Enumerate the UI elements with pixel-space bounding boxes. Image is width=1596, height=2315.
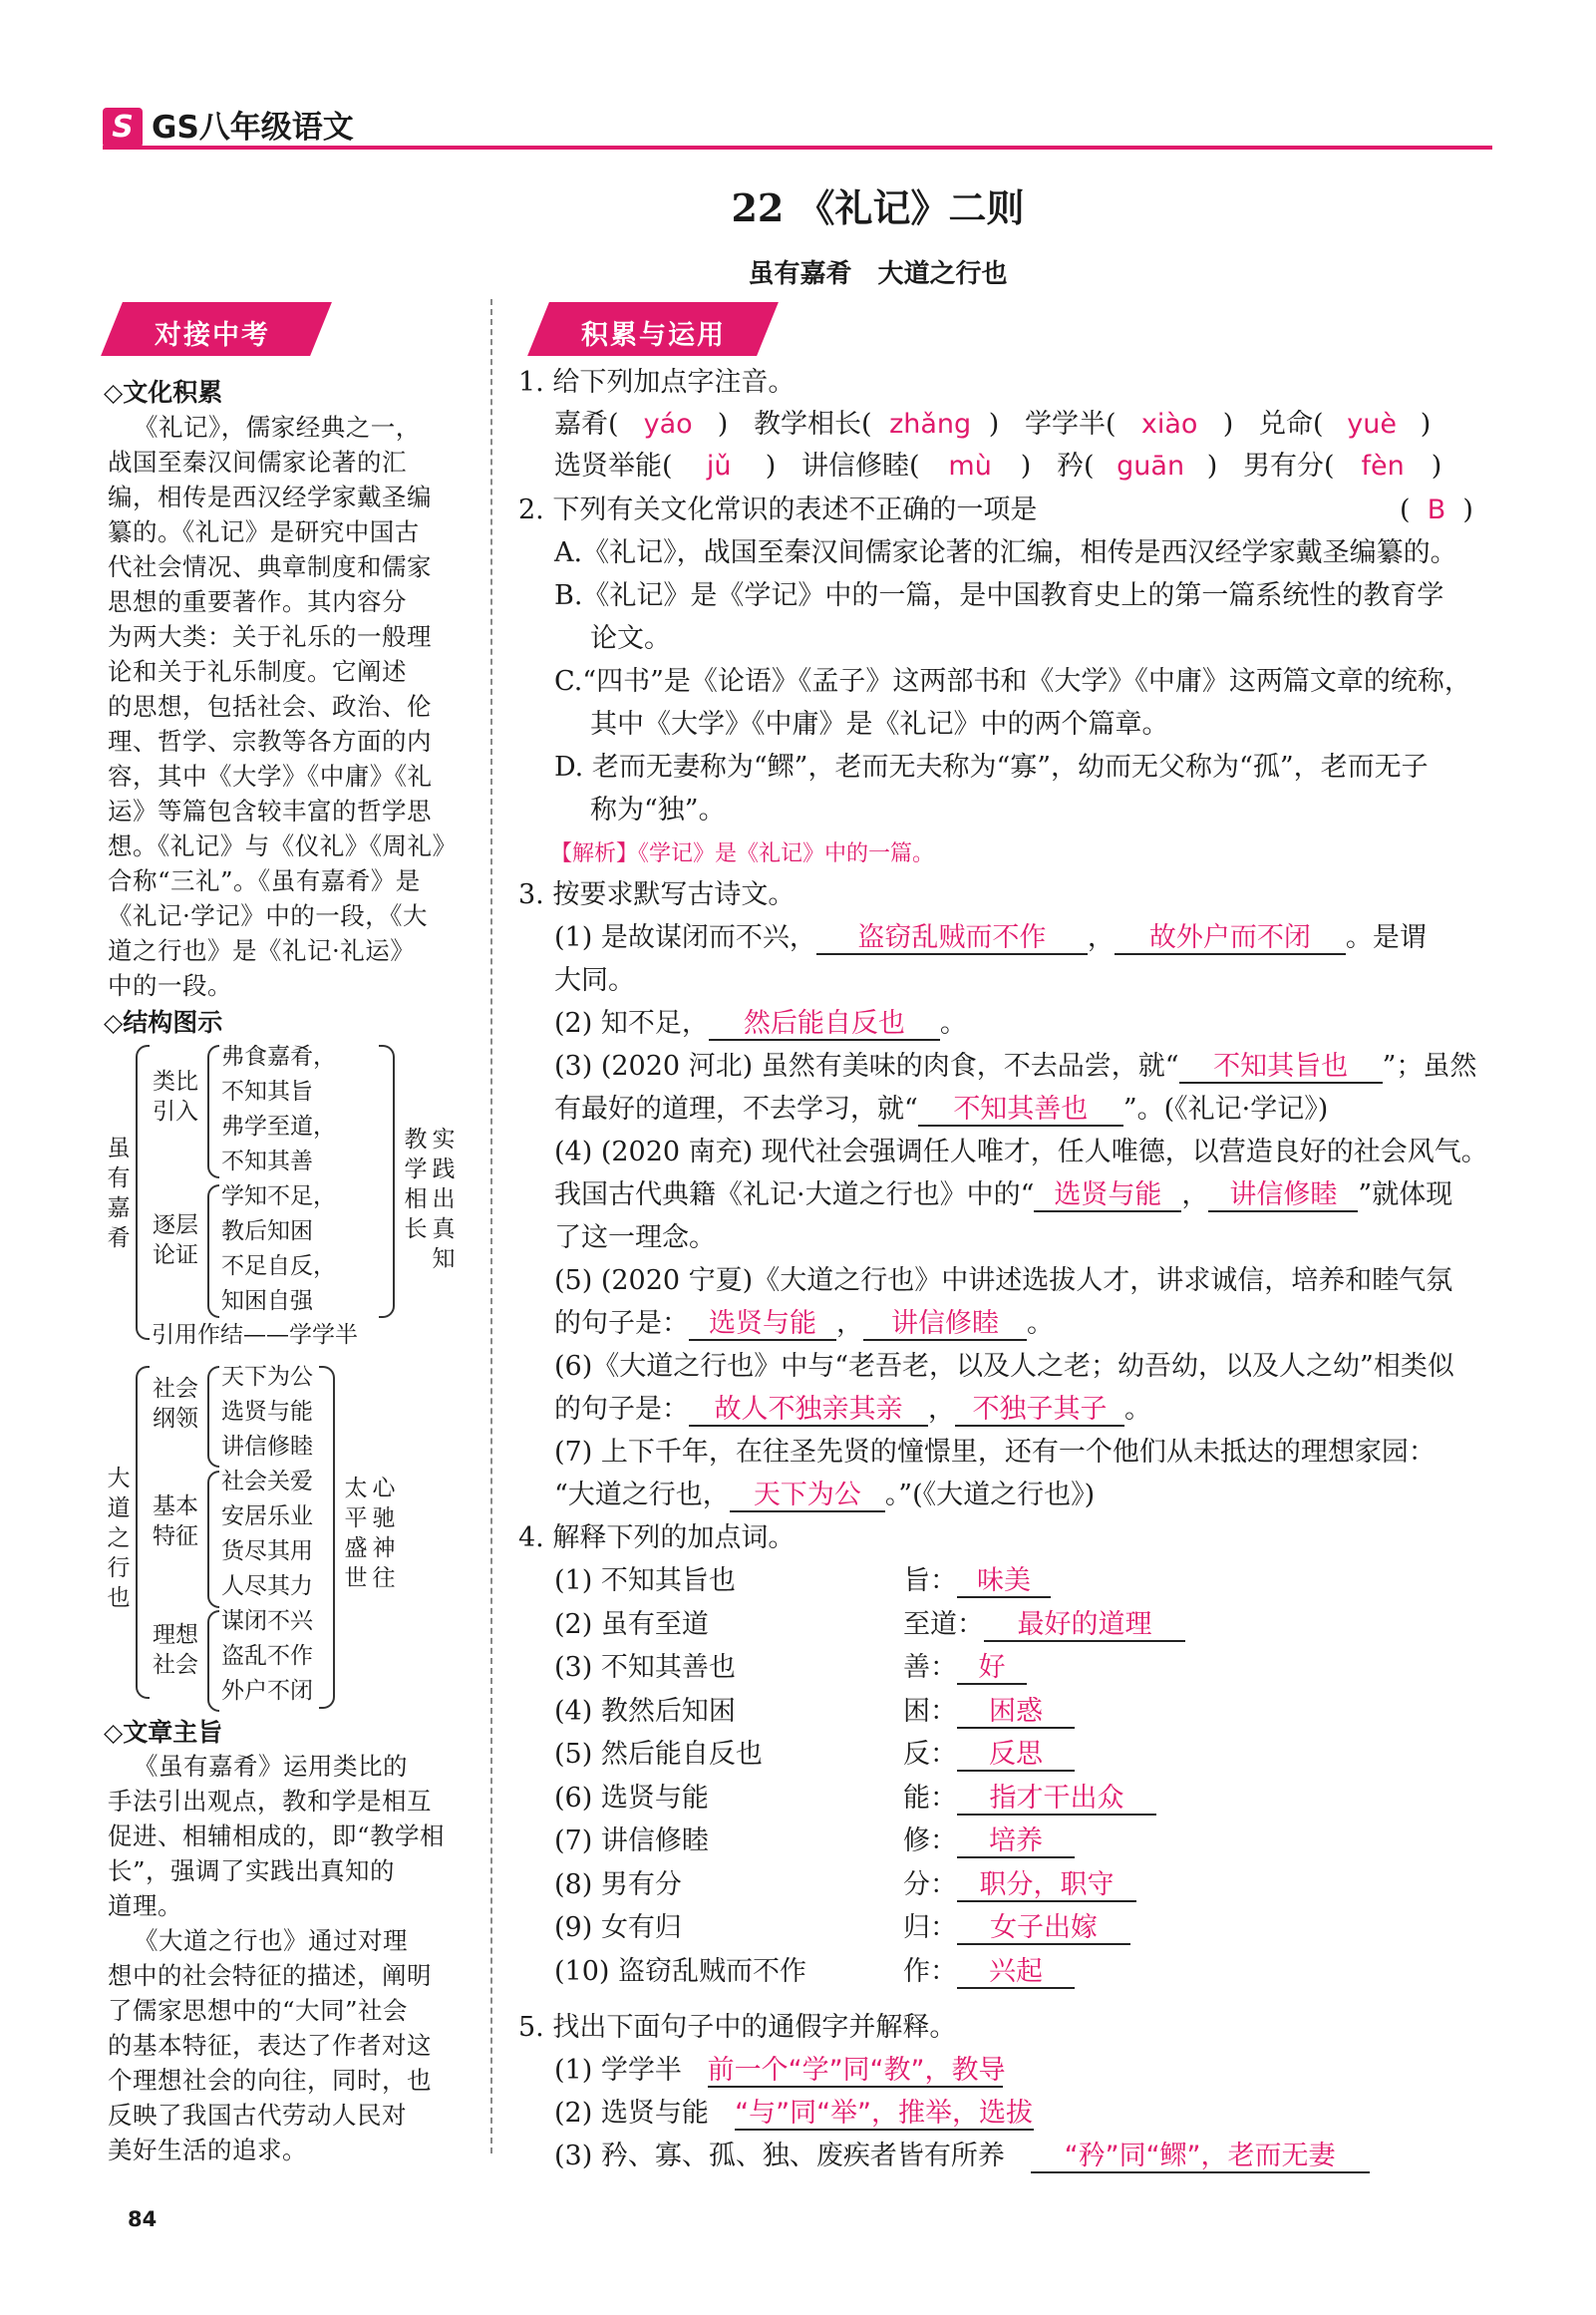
culture-line: 理、哲学、宗教等各方面的内 xyxy=(108,727,432,756)
q4-term: 旨： 味美 xyxy=(903,1559,1051,1602)
q4-item xyxy=(554,1646,1006,1689)
q2-option-d: D. 老而无妻称为“鳏”，老而无夫称为“寡”，幼而无父称为“孤”，老而无子 xyxy=(554,752,1429,783)
q2-answer-bracket: ( B ) xyxy=(1400,495,1473,525)
q3-s2: (2) 知不足， 然后能自反也 。 xyxy=(554,1002,967,1045)
theme-line: 的基本特征，表达了作者对这 xyxy=(108,2031,432,2060)
culture-line: 编，相传是西汉经学家戴圣编 xyxy=(108,483,432,511)
diagram-brace xyxy=(207,1045,219,1178)
theme-line: 了儒家思想中的“大同”社会 xyxy=(108,1996,409,2025)
diagram-root: 虽有嘉肴 xyxy=(107,1136,131,1251)
q5-item: (1) 学学半 前一个“学”同“教”，教导 xyxy=(554,2049,1003,2092)
pinyin-answer: yáo xyxy=(643,409,693,440)
diagram-brace xyxy=(207,1184,219,1318)
theme-line: 促进、相辅相成的，即“教学相 xyxy=(108,1821,446,1850)
diagram-item: 知困自强 xyxy=(221,1288,313,1314)
q4-phrase: (5) 然后能自反也 xyxy=(554,1739,763,1770)
culture-line: 想。《礼记》与《仪礼》《周礼》 xyxy=(108,831,458,860)
pinyin-answer: mù xyxy=(948,451,992,482)
q4-answer: 兴起 xyxy=(957,1956,1075,1989)
culture-line: 合称“三礼”。《虽有嘉肴》是 xyxy=(108,866,421,895)
q2-option-c-cont: 其中《大学》《中庸》是《礼记》中的两个篇章。 xyxy=(590,709,1169,740)
header-rule xyxy=(103,146,1492,150)
structure-heading: ◇结构图示 xyxy=(104,1008,223,1037)
diagram-brace xyxy=(207,1366,219,1468)
pinyin-answer: xiào xyxy=(1140,409,1198,440)
culture-line: 战国至秦汉间儒家论著的汇 xyxy=(108,448,407,477)
q5-item: (3) 矜、寡、孤、独、废疾者皆有所养 “矜”同“鳏”，老而无妻 xyxy=(554,2135,1370,2177)
lesson-subtitle: 虽有嘉肴 大道之行也 xyxy=(748,259,1008,289)
q4-phrase: (2) 虽有至道 xyxy=(554,1608,709,1640)
q4-item xyxy=(554,1906,1098,1949)
diagram-item: 不知其善 xyxy=(221,1149,313,1174)
diagram-item: 弗食嘉肴， xyxy=(221,1044,336,1070)
q5-item: (2) 选贤与能 “与”同“举”，推举，选拔 xyxy=(554,2092,1034,2135)
diagram-result: 实践出真知 xyxy=(432,1127,456,1272)
q1-stem: 1. 给下列加点字注音。 xyxy=(518,367,796,398)
q2-option-a: A.《礼记》，战国至秦汉间儒家论著的汇编，相传是西汉经学家戴圣编纂的。 xyxy=(554,537,1457,568)
diagram-item: 安居乐业 xyxy=(221,1503,313,1529)
q4-item xyxy=(554,1819,1043,1862)
diagram-item: 不知其旨 xyxy=(221,1079,313,1105)
q4-item xyxy=(554,1559,1031,1602)
left-banner: 对接中考 xyxy=(155,320,270,351)
q4-answer: 女子出嫁 xyxy=(957,1912,1130,1945)
q3-s4-cont2: 了这一理念。 xyxy=(554,1222,716,1253)
q3-s7: (7) 上下千年，在往圣先贤的憧憬里，还有一个他们从未抵达的理想家园： xyxy=(554,1437,1436,1468)
theme-line: 反映了我国古代劳动人民对 xyxy=(108,2101,407,2130)
diagram-group-label: 基本特征 xyxy=(153,1493,198,1549)
culture-line: 容，其中《大学》《中庸》《礼 xyxy=(108,762,433,791)
diagram-item: 选贤与能 xyxy=(221,1399,313,1425)
diagram-item: 弗学至道， xyxy=(221,1114,336,1140)
pinyin-answer: fèn xyxy=(1361,451,1405,482)
q3-s7-cont: “大道之行也， 天下为公 。”(《大道之行也》) xyxy=(554,1474,1095,1516)
q4-phrase: (3) 不知其善也 xyxy=(554,1652,736,1683)
q4-item xyxy=(554,1733,1043,1776)
diagram-item: 社会关爱 xyxy=(221,1469,313,1494)
q1-row-2: 选贤举能( jǔ ) 讲信修睦( mù ) 矜( guān ) 男有分( fèn ) xyxy=(554,451,1442,482)
q1-row-1: 嘉肴( yáo ) 教学相长( zhǎng ) 学学半( xiào ) 兑命( yuè ) xyxy=(554,409,1432,440)
q3-s3: (3) (2020 河北) 虽然有美味的肉食，不去品尝，就“ 不知其旨也 ”；虽然 xyxy=(554,1045,1476,1088)
q4-term: 能： 指才干出众 xyxy=(903,1777,1156,1819)
diagram-item: 讲信修睦 xyxy=(221,1434,313,1460)
column-divider xyxy=(490,299,492,2153)
q4-answer: 最好的道理 xyxy=(984,1609,1185,1642)
q4-term: 分： 职分，职守 xyxy=(903,1863,1136,1906)
page-number: 84 xyxy=(128,2207,158,2231)
diagram-group-label: 理想社会 xyxy=(153,1622,198,1678)
theme-heading: ◇文章主旨 xyxy=(104,1718,223,1747)
q3-s5: (5) (2020 宁夏)《大道之行也》中讲述选拔人才，讲求诚信，培养和睦气氛 xyxy=(554,1265,1453,1296)
q4-term: 至道： 最好的道理 xyxy=(903,1603,1185,1646)
theme-line: 道理。 xyxy=(108,1891,182,1920)
diagram-result: 太平盛世 xyxy=(344,1476,368,1591)
pinyin-answer: guān xyxy=(1117,451,1185,482)
q3-s1: (1) 是故谋闭而不兴， 盗窃乱贼而不作 ， 故外户而不闭 。是谓 xyxy=(554,916,1427,959)
q4-answer: 指才干出众 xyxy=(957,1783,1156,1816)
diagram-item: 货尽其用 xyxy=(221,1538,313,1564)
q2-option-b-cont: 论文。 xyxy=(590,623,671,654)
logo-icon: S xyxy=(103,108,143,148)
q2-option-c: C.“四书”是《论语》《孟子》这两部书和《大学》《中庸》这两篇文章的统称， xyxy=(554,666,1471,697)
q4-term: 反： 反思 xyxy=(903,1733,1075,1776)
pinyin-answer: yuè xyxy=(1347,409,1397,440)
q4-phrase: (4) 教然后知困 xyxy=(554,1695,736,1727)
q2-stem: 2. 下列有关文化常识的表述不正确的一项是 xyxy=(518,495,1038,525)
diagram-brace xyxy=(136,1366,150,1699)
diagram-group-label: 逐层论证 xyxy=(153,1212,198,1268)
q3-stem: 3. 按要求默写古诗文。 xyxy=(518,879,796,910)
culture-line: 代社会情况、典章制度和儒家 xyxy=(108,552,432,581)
q4-phrase: (8) 男有分 xyxy=(554,1868,682,1900)
q4-term: 困： 困惑 xyxy=(903,1690,1075,1733)
culture-heading: ◇文化积累 xyxy=(104,378,223,407)
culture-line: 为两大类：关于礼乐的一般理 xyxy=(108,622,432,651)
q5-stem: 5. 找出下面句子中的通假字并解释。 xyxy=(518,2012,957,2043)
q4-answer: 困惑 xyxy=(957,1696,1075,1729)
diagram-item: 谋闭不兴 xyxy=(221,1608,313,1634)
q4-phrase: (7) 讲信修睦 xyxy=(554,1825,709,1856)
diagram-item: 人尽其力 xyxy=(221,1573,313,1599)
theme-line: 美好生活的追求。 xyxy=(108,2136,307,2164)
q4-answer: 反思 xyxy=(957,1739,1075,1772)
diagram-result: 教学相长 xyxy=(404,1127,428,1242)
diagram-group-label: 社会纲领 xyxy=(153,1376,198,1432)
q2-analysis: 【解析】《学记》是《礼记》中的一篇。 xyxy=(550,841,935,866)
diagram-group-label: 引用作结——学学半 xyxy=(152,1322,358,1348)
q4-term: 作： 兴起 xyxy=(903,1950,1075,1993)
q4-phrase: (10) 盗窃乱贼而不作 xyxy=(554,1955,807,1987)
q4-item xyxy=(554,1777,1124,1819)
q4-phrase: (1) 不知其旨也 xyxy=(554,1565,736,1596)
diagram-item: 不足自反， xyxy=(221,1253,336,1279)
q4-answer: 味美 xyxy=(957,1565,1051,1598)
q4-item xyxy=(554,1690,1043,1733)
q4-term: 修： 培养 xyxy=(903,1819,1075,1862)
diagram-item: 盗乱不作 xyxy=(221,1643,313,1669)
right-banner: 积累与运用 xyxy=(581,320,726,351)
book-title: GS八年级语文 xyxy=(152,110,354,146)
q4-phrase: (6) 选贤与能 xyxy=(554,1782,709,1814)
culture-line: 运》等篇包含较丰富的哲学思 xyxy=(108,797,432,826)
q4-item xyxy=(554,1603,1152,1646)
theme-line: 《虽有嘉肴》运用类比的 xyxy=(134,1752,408,1781)
q4-phrase: (9) 女有归 xyxy=(554,1912,682,1943)
q3-s1-cont: 大同。 xyxy=(554,965,635,996)
theme-line: 手法引出观点，教和学是相互 xyxy=(108,1787,432,1816)
q4-stem: 4. 解释下列的加点词。 xyxy=(518,1522,796,1553)
q2-option-b: B.《礼记》是《学记》中的一篇，是中国教育史上的第一篇系统性的教育学 xyxy=(554,580,1444,611)
q4-item xyxy=(554,1950,1043,1993)
q4-term: 善： 好 xyxy=(903,1646,1027,1689)
diagram-brace xyxy=(136,1045,150,1340)
q2-answer: B xyxy=(1427,495,1446,525)
q3-s3-cont: 有最好的道理，不去学习，就“ 不知其善也 ”。(《礼记·学记》) xyxy=(554,1088,1328,1131)
q4-answer: 培养 xyxy=(957,1825,1075,1858)
q4-term: 归： 女子出嫁 xyxy=(903,1906,1130,1949)
theme-line: 想中的社会特征的描述，阐明 xyxy=(108,1961,432,1990)
diagram-brace xyxy=(207,1471,219,1608)
q3-s6-cont: 的句子是： 故人不独亲其亲 ， 不独子其子 。 xyxy=(554,1388,1151,1431)
culture-line: 思想的重要著作。其内容分 xyxy=(108,587,407,616)
q3-s5-cont: 的句子是： 选贤与能 ， 讲信修睦 。 xyxy=(554,1302,1054,1345)
pinyin-answer: zhǎng xyxy=(889,409,972,440)
lesson-title: 22 《礼记》二则 xyxy=(731,185,1025,230)
diagram-item: 外户不闭 xyxy=(221,1678,313,1704)
diagram-brace xyxy=(319,1366,335,1709)
diagram-result: 心驰神往 xyxy=(372,1476,396,1591)
theme-line: 《大道之行也》通过对理 xyxy=(134,1926,408,1955)
diagram-brace xyxy=(379,1045,395,1318)
theme-line: 个理想社会的向往，同时，也 xyxy=(108,2066,432,2095)
q3-s4: (4) (2020 南充) 现代社会强调任人唯才，任人唯德，以营造良好的社会风气。 xyxy=(554,1137,1488,1167)
diagram-root: 大道之行也 xyxy=(107,1466,131,1611)
q4-answer: 职分，职守 xyxy=(957,1869,1136,1902)
culture-line: 中的一段。 xyxy=(108,971,232,1000)
q4-item xyxy=(554,1863,1115,1906)
pinyin-answer: jǔ xyxy=(706,451,732,482)
culture-line: 论和关于礼乐制度。它阐述 xyxy=(108,657,407,686)
theme-line: 长”，强调了实践出真知的 xyxy=(108,1856,396,1885)
diagram-brace xyxy=(207,1610,219,1712)
diagram-item: 天下为公 xyxy=(221,1364,313,1390)
q2-option-d-cont: 称为“独”。 xyxy=(590,795,726,826)
culture-line: 《礼记》，儒家经典之一， xyxy=(134,413,421,442)
diagram-group-label: 类比引入 xyxy=(153,1069,198,1125)
culture-line: 纂的。《礼记》是研究中国古 xyxy=(108,517,420,546)
culture-line: 的思想，包括社会、政治、伦 xyxy=(108,692,432,721)
culture-line: 道之行也》是《礼记·礼运》 xyxy=(108,936,416,965)
q3-s4-cont: 我国古代典籍《礼记·大道之行也》中的“ 选贤与能 ， 讲信修睦 ”就体现 xyxy=(554,1173,1452,1216)
culture-line: 《礼记·学记》中的一段，《大 xyxy=(108,901,429,930)
q3-s6: (6)《大道之行也》中与“老吾老，以及人之老；幼吾幼，以及人之幼”相类似 xyxy=(554,1351,1454,1382)
diagram-item: 教后知困 xyxy=(221,1218,313,1244)
q4-answer: 好 xyxy=(957,1652,1027,1685)
diagram-item: 学知不足， xyxy=(221,1183,336,1209)
